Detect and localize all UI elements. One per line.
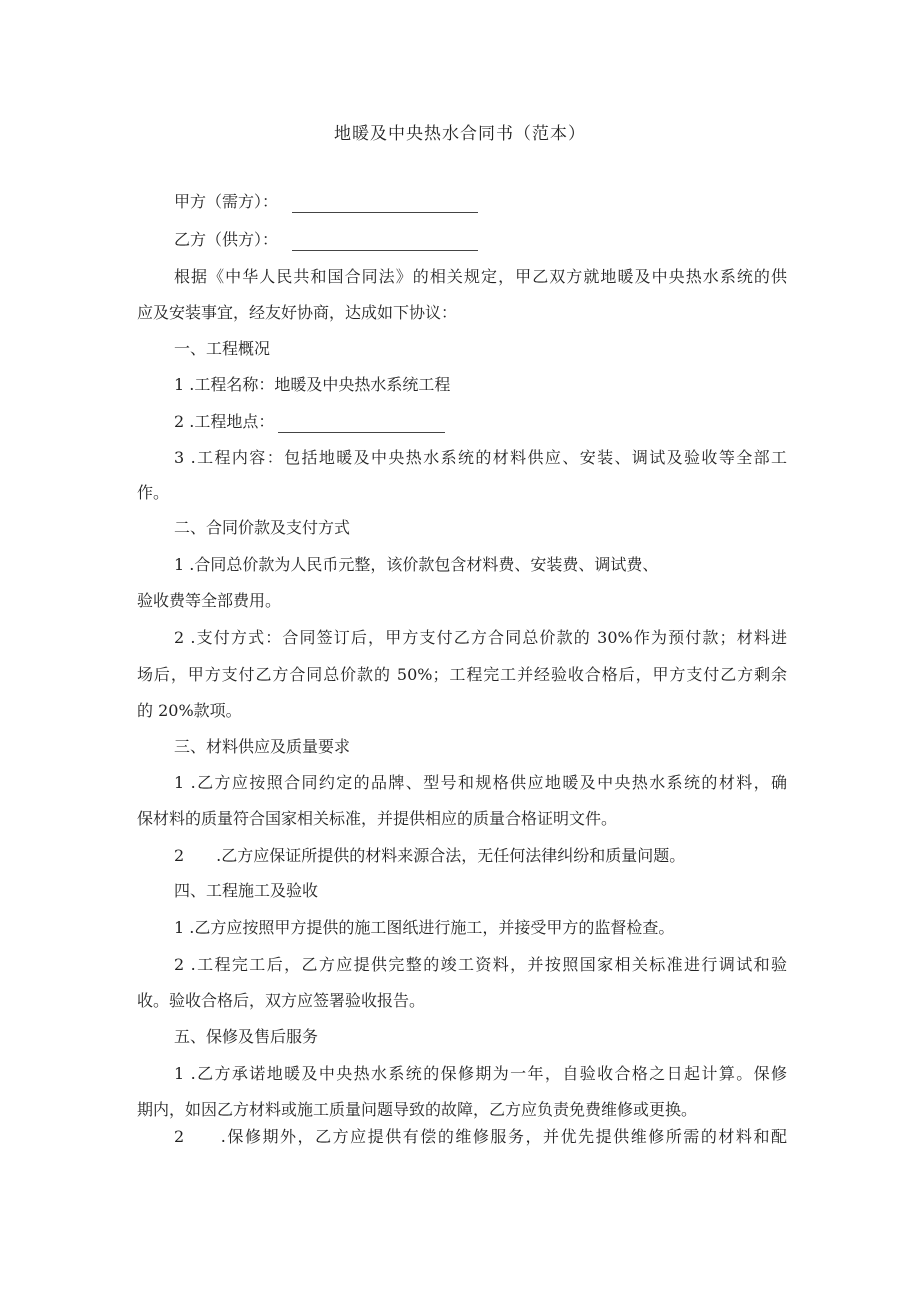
party-a-label: 甲方（需方）： <box>174 192 279 211</box>
party-b-blank[interactable] <box>292 232 478 251</box>
clause-line: 的 20%款项。 <box>137 701 242 720</box>
clause-line: 1 .工程名称：地暖及中央热水系统工程 <box>174 375 451 394</box>
document-title: 地暖及中央热水合同书（范本） <box>334 124 586 144</box>
section-heading: 五、保修及售后服务 <box>174 1027 319 1046</box>
party-a-line <box>174 191 787 213</box>
clause-line: 1 .乙方承诺地暖及中央热水系统的保修期为一年，自验收合格之日起计算。保修 <box>174 1064 787 1083</box>
clause-line: 1 .合同总价款为人民币元整，该价款包含材料费、安装费、调试费、 <box>174 555 659 574</box>
paragraph-line: 根据《中华人民共和国合同法》的相关规定，甲乙双方就地暖及中央热水系统的供 <box>174 267 787 286</box>
clause-line: 2 .乙方应保证所提供的材料来源合法，无任何法律纠纷和质量问题。 <box>174 846 686 865</box>
clause-line: 1 .乙方应按照甲方提供的施工图纸进行施工，并接受甲方的监督检查。 <box>174 918 675 937</box>
paragraph-line: 应及安装事宜，经友好协商，达成如下协议： <box>137 303 458 322</box>
clause-line: 3 .工程内容：包括地暖及中央热水系统的材料供应、安装、调试及验收等全部工 <box>174 448 787 467</box>
party-b-line <box>174 229 787 251</box>
clause-line: 场后，甲方支付乙方合同总价款的 50%；工程完工并经验收合格后，甲方支付乙方剩余 <box>137 665 787 684</box>
clause-line: 验收费等全部费用。 <box>137 591 282 610</box>
clause-line: 2 .保修期外，乙方应提供有偿的维修服务，并优先提供维修所需的材料和配 <box>174 1127 787 1146</box>
clause-line: 2 .工程完工后，乙方应提供完整的竣工资料，并按照国家相关标准进行调试和验 <box>174 955 787 974</box>
clause-line: 2 .支付方式：合同签订后，甲方支付乙方合同总价款的 30%作为预付款；材料进 <box>174 628 787 647</box>
site-line <box>174 411 787 433</box>
clause-line: 期内，如因乙方材料或施工质量问题导致的故障，乙方应负责免费维修或更换。 <box>137 1100 698 1119</box>
site-blank[interactable] <box>278 414 445 433</box>
clause-line: 作。 <box>137 483 170 502</box>
party-b-label: 乙方（供方）： <box>174 230 279 249</box>
clause-line: 1 .乙方应按照合同约定的品牌、型号和规格供应地暖及中央热水系统的材料，确 <box>174 773 787 792</box>
party-a-blank[interactable] <box>292 194 478 213</box>
section-heading: 三、材料供应及质量要求 <box>174 737 351 756</box>
section-heading: 二、合同价款及支付方式 <box>174 518 351 537</box>
section-heading: 四、工程施工及验收 <box>174 881 319 900</box>
clause-line: 保材料的质量符合国家相关标准，并提供相应的质量合格证明文件。 <box>137 809 618 828</box>
clause-line: 收。验收合格后，双方应签署验收报告。 <box>137 991 426 1010</box>
section-heading: 一、工程概况 <box>174 339 271 358</box>
site-label: 2 .工程地点： <box>174 412 275 431</box>
